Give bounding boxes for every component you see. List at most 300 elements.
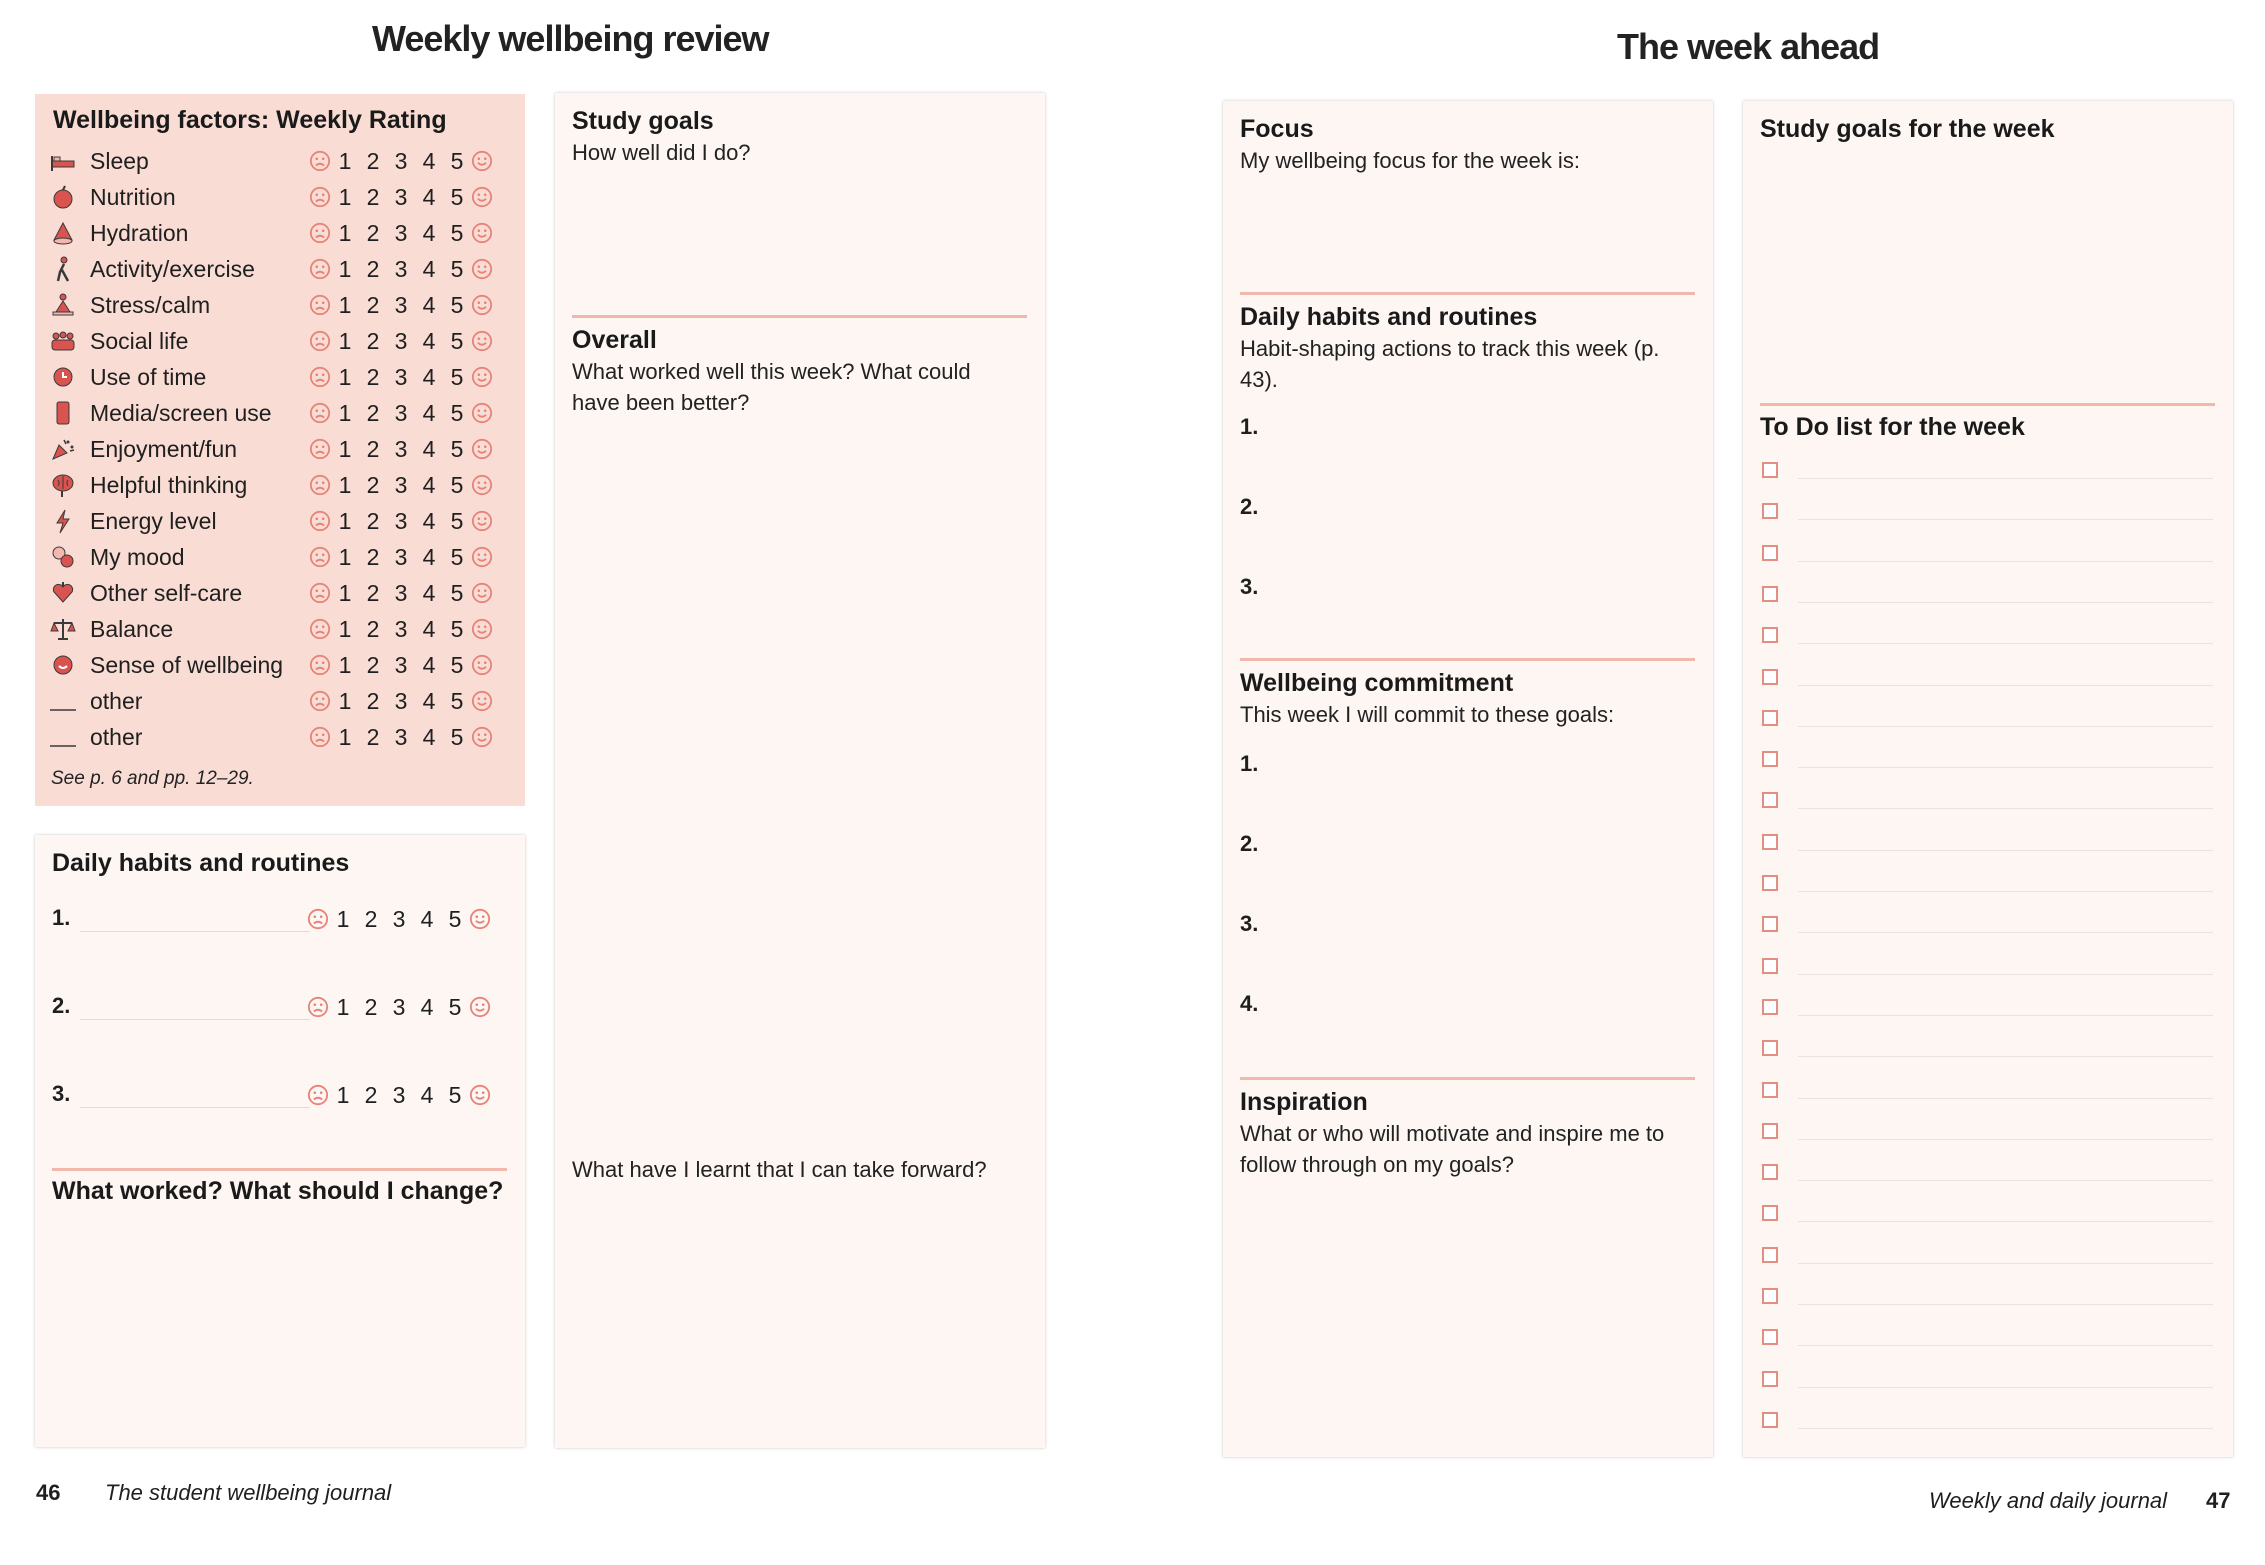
rating-option-3[interactable]: 3: [394, 616, 408, 642]
todo-entry-line[interactable]: [1798, 685, 2213, 686]
happy-face-icon: [471, 366, 493, 388]
left-page-title: Weekly wellbeing review: [372, 18, 769, 59]
study-goals-review-card: [555, 93, 1045, 1448]
sad-face-icon: [307, 1084, 329, 1106]
commitment-heading: Wellbeing commitment: [1240, 669, 1514, 697]
rating-option-2[interactable]: 2: [366, 292, 380, 318]
rating-row: [35, 719, 525, 755]
todo-checkbox[interactable]: [1762, 916, 1778, 932]
rating-option-2[interactable]: 2: [366, 184, 380, 210]
habits-review-divider: [52, 1168, 507, 1171]
rating-option-1[interactable]: 1: [338, 292, 352, 318]
rating-option-5[interactable]: 5: [450, 184, 464, 210]
plan-habits-divider: [1240, 658, 1695, 661]
rating-option-4[interactable]: 4: [422, 544, 436, 570]
rating-option-4[interactable]: 4: [422, 364, 436, 390]
rating-option-2[interactable]: 2: [366, 328, 380, 354]
rating-option-2[interactable]: 2: [366, 688, 380, 714]
rating-option-2[interactable]: 2: [366, 616, 380, 642]
rating-option-1[interactable]: 1: [336, 993, 350, 1020]
rating-option-4[interactable]: 4: [420, 905, 434, 932]
rating-scale: [309, 503, 493, 539]
rating-option-4[interactable]: 4: [422, 220, 436, 246]
plan-habits-prompt: Habit-shaping actions to track this week (p. 43).: [1240, 336, 1660, 392]
plan-habits-heading: Daily habits and routines: [1240, 303, 1538, 331]
sad-face-icon: [309, 366, 331, 388]
todo-entry-line[interactable]: [1798, 850, 2213, 851]
rating-option-2[interactable]: 2: [364, 1081, 378, 1108]
happy-face-icon: [469, 908, 491, 930]
todo-item: [1743, 749, 2233, 779]
todo-checkbox[interactable]: [1762, 1412, 1778, 1428]
todo-checkbox[interactable]: [1762, 1329, 1778, 1345]
todo-checkbox[interactable]: [1762, 1288, 1778, 1304]
habits-review-heading: Daily habits and routines: [52, 849, 350, 877]
todo-entry-line[interactable]: [1798, 1387, 2213, 1388]
rating-scale: [307, 987, 491, 1027]
rating-option-3[interactable]: 3: [394, 148, 408, 174]
rating-row: [35, 647, 525, 683]
todo-entry-line[interactable]: [1798, 1345, 2213, 1346]
rating-option-1[interactable]: 1: [338, 508, 352, 534]
todo-item: [1743, 708, 2233, 738]
happy-face-icon: [471, 402, 493, 424]
rating-option-2[interactable]: 2: [366, 652, 380, 678]
todo-checkbox[interactable]: [1762, 1082, 1778, 1098]
rating-option-5[interactable]: 5: [448, 905, 462, 932]
todo-checkbox[interactable]: [1762, 1164, 1778, 1180]
sad-face-icon: [309, 186, 331, 208]
bed-icon: [50, 148, 76, 174]
rating-row: [35, 575, 525, 611]
rating-option-5[interactable]: 5: [450, 328, 464, 354]
rating-option-3[interactable]: 3: [392, 1081, 406, 1108]
todo-heading: To Do list for the week: [1760, 413, 2025, 441]
factor-label: Sense of wellbeing: [90, 652, 284, 678]
rating-option-5[interactable]: 5: [450, 472, 464, 498]
blank-line-icon: [50, 688, 76, 714]
rating-option-2[interactable]: 2: [366, 220, 380, 246]
rating-option-5[interactable]: 5: [448, 1081, 462, 1108]
todo-item: [1743, 873, 2233, 903]
sad-face-icon: [309, 654, 331, 676]
happy-face-icon: [471, 618, 493, 640]
rating-option-3[interactable]: 3: [392, 905, 406, 932]
todo-checkbox[interactable]: [1762, 751, 1778, 767]
todo-entry-line[interactable]: [1798, 767, 2213, 768]
rating-option-4[interactable]: 4: [422, 184, 436, 210]
rating-option-5[interactable]: 5: [450, 688, 464, 714]
commitment-number: 2.: [1240, 831, 1259, 856]
todo-checkbox[interactable]: [1762, 958, 1778, 974]
weekly-goals-card: [1743, 101, 2233, 1457]
happy-face-icon: [471, 186, 493, 208]
factor-label: Use of time: [90, 364, 207, 390]
rating-option-1[interactable]: 1: [336, 1081, 350, 1108]
todo-checkbox[interactable]: [1762, 1371, 1778, 1387]
rating-option-3[interactable]: 3: [394, 724, 408, 750]
todo-entry-line[interactable]: [1798, 1263, 2213, 1264]
habit-review-row: [35, 899, 525, 939]
sad-face-icon: [309, 510, 331, 532]
people-group-icon: [50, 328, 76, 354]
todo-entry-line[interactable]: [1798, 1015, 2213, 1016]
forward-prompt: What have I learnt that I can take forward?: [572, 1157, 987, 1182]
rating-option-4[interactable]: 4: [422, 256, 436, 282]
rating-option-5[interactable]: 5: [450, 616, 464, 642]
todo-entry-line[interactable]: [1798, 561, 2213, 562]
todo-checkbox[interactable]: [1762, 627, 1778, 643]
smiley-badge-icon: [50, 652, 76, 678]
rating-row: [35, 503, 525, 539]
habit-entry-line[interactable]: [80, 931, 310, 932]
rating-option-1[interactable]: 1: [338, 220, 352, 246]
rating-option-1[interactable]: 1: [338, 580, 352, 606]
rating-option-1[interactable]: 1: [338, 436, 352, 462]
rating-row: [35, 215, 525, 251]
rating-option-2[interactable]: 2: [366, 724, 380, 750]
factor-label: Hydration: [90, 220, 189, 246]
study-goals-prompt: How well did I do?: [572, 140, 751, 165]
sad-face-icon: [309, 222, 331, 244]
habit-number: 1.: [52, 905, 71, 930]
todo-entry-line[interactable]: [1798, 1056, 2213, 1057]
weekly-goals-divider: [1760, 403, 2215, 406]
right-section-title: Weekly and daily journal: [1929, 1488, 2168, 1513]
sad-face-icon: [309, 330, 331, 352]
rating-option-1[interactable]: 1: [338, 328, 352, 354]
sad-face-icon: [309, 258, 331, 280]
todo-entry-line[interactable]: [1798, 1098, 2213, 1099]
rating-option-4[interactable]: 4: [420, 993, 434, 1020]
factor-label: Other self-care: [90, 580, 243, 606]
apple-icon: [50, 184, 76, 210]
todo-checkbox[interactable]: [1762, 1123, 1778, 1139]
todo-entry-line[interactable]: [1798, 932, 2213, 933]
commitment-number: 4.: [1240, 991, 1259, 1016]
rating-option-4[interactable]: 4: [422, 400, 436, 426]
happy-face-icon: [471, 330, 493, 352]
todo-checkbox[interactable]: [1762, 710, 1778, 726]
rating-option-3[interactable]: 3: [394, 220, 408, 246]
todo-checkbox[interactable]: [1762, 834, 1778, 850]
rating-row: [35, 359, 525, 395]
todo-item: [1743, 543, 2233, 573]
study-goals-divider: [572, 315, 1027, 318]
rating-option-1[interactable]: 1: [338, 184, 352, 210]
todo-entry-line[interactable]: [1798, 1304, 2213, 1305]
lightning-icon: [50, 508, 76, 534]
rating-option-3[interactable]: 3: [394, 652, 408, 678]
happy-face-icon: [471, 726, 493, 748]
rating-option-2[interactable]: 2: [364, 905, 378, 932]
rating-option-2[interactable]: 2: [366, 400, 380, 426]
todo-entry-line[interactable]: [1798, 726, 2213, 727]
happy-face-icon: [471, 258, 493, 280]
focus-divider: [1240, 292, 1695, 295]
sad-face-icon: [309, 150, 331, 172]
todo-entry-line[interactable]: [1798, 519, 2213, 520]
todo-item: [1743, 1162, 2233, 1192]
left-book-title: The student wellbeing journal: [105, 1480, 392, 1505]
happy-face-icon: [469, 1084, 491, 1106]
rating-option-2[interactable]: 2: [366, 508, 380, 534]
rating-option-5[interactable]: 5: [450, 256, 464, 282]
todo-item: [1743, 1327, 2233, 1357]
rating-option-5[interactable]: 5: [450, 148, 464, 174]
rating-option-1[interactable]: 1: [338, 256, 352, 282]
todo-checkbox[interactable]: [1762, 1247, 1778, 1263]
rating-option-5[interactable]: 5: [450, 580, 464, 606]
rating-option-5[interactable]: 5: [450, 292, 464, 318]
factor-label: Enjoyment/fun: [90, 436, 238, 462]
rating-row: [35, 143, 525, 179]
rating-scale: [307, 1075, 491, 1115]
rating-scale: [309, 359, 493, 395]
rating-option-1[interactable]: 1: [338, 364, 352, 390]
rating-option-4[interactable]: 4: [422, 292, 436, 318]
rating-option-3[interactable]: 3: [394, 688, 408, 714]
todo-checkbox[interactable]: [1762, 462, 1778, 478]
factor-label: Sleep: [90, 148, 149, 174]
sad-face-icon: [309, 438, 331, 460]
rating-option-1[interactable]: 1: [338, 652, 352, 678]
todo-item: [1743, 501, 2233, 531]
rating-option-3[interactable]: 3: [394, 580, 408, 606]
rating-option-5[interactable]: 5: [450, 436, 464, 462]
factor-label: other: [90, 724, 143, 750]
sad-face-icon: [309, 474, 331, 496]
todo-entry-line[interactable]: [1798, 1221, 2213, 1222]
factor-label: Helpful thinking: [90, 472, 248, 498]
mood-faces-icon: [50, 544, 76, 570]
rating-scale: [309, 179, 493, 215]
rating-row: [35, 323, 525, 359]
blank-line-icon: [50, 724, 76, 750]
rating-option-2[interactable]: 2: [366, 580, 380, 606]
todo-checkbox[interactable]: [1762, 1040, 1778, 1056]
todo-checkbox[interactable]: [1762, 503, 1778, 519]
todo-entry-line[interactable]: [1798, 808, 2213, 809]
todo-checkbox[interactable]: [1762, 999, 1778, 1015]
rating-option-5[interactable]: 5: [450, 724, 464, 750]
rating-scale: [309, 611, 493, 647]
rating-option-3[interactable]: 3: [394, 544, 408, 570]
todo-checkbox[interactable]: [1762, 875, 1778, 891]
rating-option-4[interactable]: 4: [422, 724, 436, 750]
rating-option-5[interactable]: 5: [450, 364, 464, 390]
commitment-number: 1.: [1240, 751, 1259, 776]
rating-row: [35, 251, 525, 287]
factor-label: Social life: [90, 328, 189, 354]
todo-entry-line[interactable]: [1798, 1139, 2213, 1140]
rating-scale: [309, 575, 493, 611]
rating-heading: Wellbeing factors: Weekly Rating: [53, 106, 447, 134]
rating-row: [35, 539, 525, 575]
scales-icon: [50, 616, 76, 642]
rating-option-5[interactable]: 5: [450, 220, 464, 246]
wellbeing-rating-card: [35, 94, 525, 806]
habit-entry-line[interactable]: [80, 1107, 310, 1108]
todo-checkbox[interactable]: [1762, 669, 1778, 685]
rating-option-2[interactable]: 2: [366, 544, 380, 570]
todo-item: [1743, 1369, 2233, 1399]
sad-face-icon: [307, 908, 329, 930]
happy-face-icon: [471, 690, 493, 712]
rating-option-1[interactable]: 1: [338, 472, 352, 498]
factor-label: Activity/exercise: [90, 256, 255, 282]
rating-option-4[interactable]: 4: [420, 1081, 434, 1108]
rating-option-4[interactable]: 4: [422, 472, 436, 498]
todo-entry-line[interactable]: [1798, 1180, 2213, 1181]
todo-item: [1743, 914, 2233, 944]
rating-row: [35, 611, 525, 647]
rating-option-3[interactable]: 3: [394, 508, 408, 534]
todo-entry-line[interactable]: [1798, 643, 2213, 644]
overall-heading: Overall: [572, 326, 657, 354]
happy-face-icon: [471, 546, 493, 568]
rating-scale: [309, 323, 493, 359]
sad-face-icon: [309, 402, 331, 424]
todo-item: [1743, 1410, 2233, 1440]
focus-prompt: My wellbeing focus for the week is:: [1240, 148, 1580, 173]
todo-entry-line[interactable]: [1798, 891, 2213, 892]
focus-card: [1223, 101, 1713, 1457]
rating-scale: [309, 395, 493, 431]
clock-icon: [50, 364, 76, 390]
todo-item: [1743, 1245, 2233, 1275]
commitment-divider: [1240, 1077, 1695, 1080]
habit-review-row: [35, 1075, 525, 1115]
rating-row: [35, 179, 525, 215]
rating-option-4[interactable]: 4: [422, 616, 436, 642]
meditation-icon: [50, 292, 76, 318]
rating-option-4[interactable]: 4: [422, 328, 436, 354]
habit-number: 2.: [52, 993, 71, 1018]
rating-scale: [309, 251, 493, 287]
habit-number: 3.: [52, 1081, 71, 1106]
rating-option-1[interactable]: 1: [336, 905, 350, 932]
right-page-number: 47: [2206, 1488, 2231, 1513]
rating-option-2[interactable]: 2: [366, 436, 380, 462]
todo-item: [1743, 460, 2233, 490]
rating-option-3[interactable]: 3: [394, 184, 408, 210]
rating-option-1[interactable]: 1: [338, 616, 352, 642]
rating-option-1[interactable]: 1: [338, 400, 352, 426]
todo-item: [1743, 1203, 2233, 1233]
overall-prompt: What worked well this week? What could have been better?: [572, 359, 971, 415]
todo-item: [1743, 667, 2233, 697]
rating-option-3[interactable]: 3: [394, 436, 408, 462]
rating-option-3[interactable]: 3: [392, 993, 406, 1020]
todo-item: [1743, 832, 2233, 862]
todo-checkbox[interactable]: [1762, 1205, 1778, 1221]
rating-option-1[interactable]: 1: [338, 724, 352, 750]
factor-label: Energy level: [90, 508, 217, 534]
rating-option-3[interactable]: 3: [394, 400, 408, 426]
rating-option-4[interactable]: 4: [422, 148, 436, 174]
rating-row: [35, 287, 525, 323]
rating-option-4[interactable]: 4: [422, 436, 436, 462]
rating-option-4[interactable]: 4: [422, 580, 436, 606]
rating-option-1[interactable]: 1: [338, 544, 352, 570]
sad-face-icon: [307, 996, 329, 1018]
happy-face-icon: [469, 996, 491, 1018]
rating-option-3[interactable]: 3: [394, 328, 408, 354]
factor-label: Balance: [90, 616, 174, 642]
rating-scale: [309, 683, 493, 719]
inspiration-prompt: What or who will motivate and inspire me to follow through on my goals?: [1240, 1121, 1665, 1177]
rating-scale: [309, 215, 493, 251]
habit-entry-line[interactable]: [80, 1019, 310, 1020]
left-page-number: 46: [36, 1480, 61, 1505]
todo-checkbox[interactable]: [1762, 792, 1778, 808]
sad-face-icon: [309, 618, 331, 640]
factor-label: Media/screen use: [90, 400, 272, 426]
rating-option-4[interactable]: 4: [422, 688, 436, 714]
running-figure-icon: [50, 256, 76, 282]
rating-option-2[interactable]: 2: [364, 993, 378, 1020]
todo-item: [1743, 1080, 2233, 1110]
plan-habit-number: 1.: [1240, 414, 1259, 439]
rating-option-5[interactable]: 5: [450, 652, 464, 678]
rating-option-1[interactable]: 1: [338, 148, 352, 174]
rating-option-5[interactable]: 5: [448, 993, 462, 1020]
todo-item: [1743, 625, 2233, 655]
happy-face-icon: [471, 222, 493, 244]
rating-option-3[interactable]: 3: [394, 472, 408, 498]
rating-scale: [309, 719, 493, 755]
rating-option-4[interactable]: 4: [422, 508, 436, 534]
factor-label: other: [90, 688, 143, 714]
todo-entry-line[interactable]: [1798, 974, 2213, 975]
rating-option-4[interactable]: 4: [422, 652, 436, 678]
rating-option-5[interactable]: 5: [450, 508, 464, 534]
rating-option-3[interactable]: 3: [394, 364, 408, 390]
reflect-heading: What worked? What should I change?: [52, 1177, 504, 1205]
plan-habit-number: 3.: [1240, 574, 1259, 599]
todo-item: [1743, 1038, 2233, 1068]
todo-checkbox[interactable]: [1762, 586, 1778, 602]
todo-entry-line[interactable]: [1798, 478, 2213, 479]
todo-item: [1743, 956, 2233, 986]
todo-item: [1743, 1286, 2233, 1316]
rating-option-1[interactable]: 1: [338, 688, 352, 714]
rating-option-3[interactable]: 3: [394, 256, 408, 282]
water-drop-icon: [50, 220, 76, 246]
plan-habit-number: 2.: [1240, 494, 1259, 519]
focus-heading: Focus: [1240, 115, 1314, 143]
todo-entry-line[interactable]: [1798, 1428, 2213, 1429]
rating-option-5[interactable]: 5: [450, 544, 464, 570]
todo-item: [1743, 584, 2233, 614]
rating-row: [35, 395, 525, 431]
study-goals-heading: Study goals: [572, 107, 714, 135]
rating-option-2[interactable]: 2: [366, 364, 380, 390]
inspiration-heading: Inspiration: [1240, 1088, 1368, 1116]
commitment-number: 3.: [1240, 911, 1259, 936]
todo-checkbox[interactable]: [1762, 545, 1778, 561]
rating-option-2[interactable]: 2: [366, 148, 380, 174]
happy-face-icon: [471, 294, 493, 316]
rating-option-2[interactable]: 2: [366, 472, 380, 498]
todo-entry-line[interactable]: [1798, 602, 2213, 603]
rating-option-2[interactable]: 2: [366, 256, 380, 282]
rating-option-3[interactable]: 3: [394, 292, 408, 318]
rating-option-5[interactable]: 5: [450, 400, 464, 426]
rating-scale: [309, 287, 493, 323]
rating-row: [35, 683, 525, 719]
